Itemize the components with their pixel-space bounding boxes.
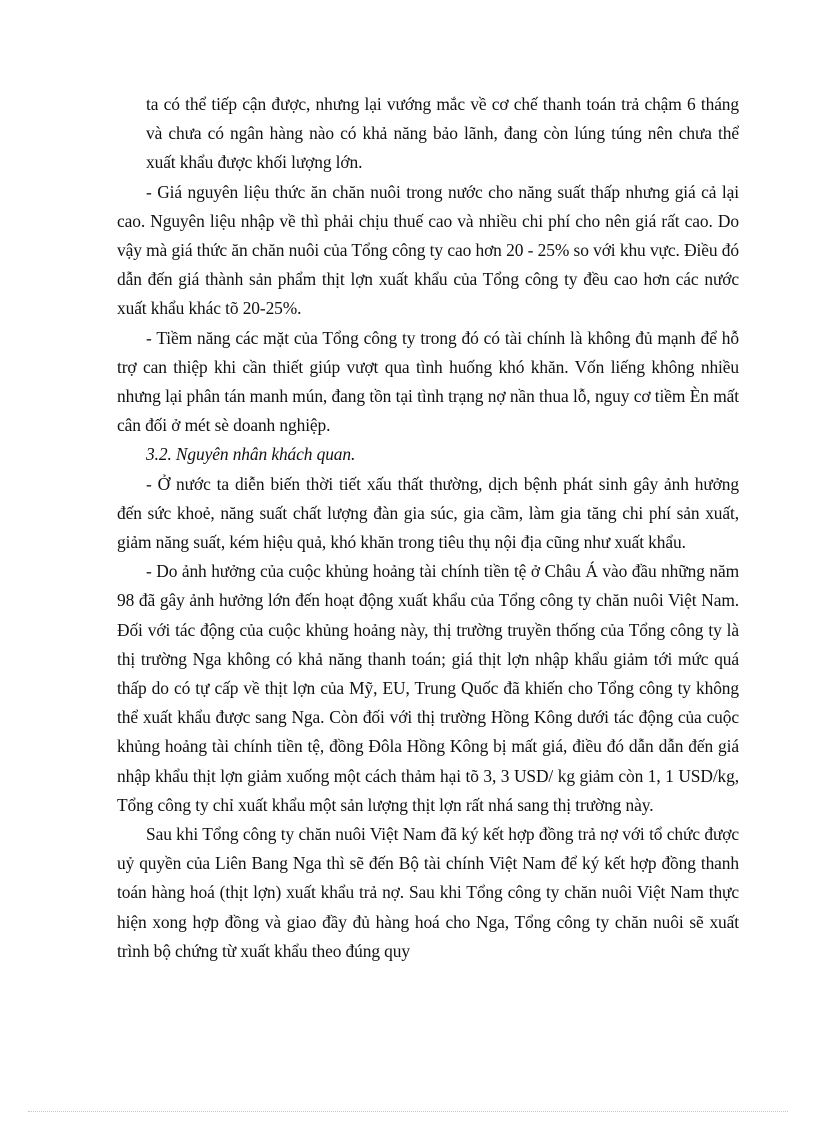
- page-body: [117, 90, 739, 966]
- paragraph-feed-cost: - Giá nguyên liệu thức ăn chăn nuôi trong nước cho năng suất thấp nhưng giá cả lại cao. Nguyên liệu nhập về thì phải chịu thuế cao và nhiều chi phí cho nên giá rất cao. Do vậy mà giá thức ăn chăn nuôi của Tổng công ty cao hơn 20 - 25% so với khu vực. Điều đó dẫn đến giá thành sản phẩm thịt lợn xuất khẩu của Tổng công ty đều cao hơn các nước xuất khẩu khác tõ 20-25%.: [117, 181, 739, 319]
- section-heading-objective-causes: 3.2. Nguyên nhân khách quan.: [146, 444, 356, 465]
- paragraph-debt-contract: Sau khi Tổng công ty chăn nuôi Việt Nam đã ký kết hợp đồng trả nợ với tổ chức được uỷ quyền của Liên Bang Nga thì sẽ đến Bộ tài chính Việt Nam để ký kết hợp đồng thanh toán hàng hoá (thịt lợn) xuất khẩu trả nợ. Sau khi Tổng công ty chăn nuôi Việt Nam thực hiện xong hợp đồng và giao đầy đủ hàng hoá cho Nga, Tổng công ty chăn nuôi sẽ xuất trình bộ chứng từ xuất khẩu theo đúng quy: [117, 824, 739, 961]
- page-bottom-divider: [28, 1111, 788, 1112]
- paragraph-asian-crisis: - Do ảnh hưởng của cuộc khủng hoảng tài chính tiền tệ ở Châu Á vào đầu những năm 98 đã gây ảnh hưởng lớn đến hoạt động xuất khẩu của Tổng công ty chăn nuôi Việt Nam. Đối với tác động của cuộc khủng hoảng này, thị trường truyền thống của Tổng công ty là thị trường Nga không có khả năng thanh toán; giá thịt lợn nhập khẩu giảm tới mức quá thấp do có tự cấp về thịt lợn của Mỹ, EU, Trung Quốc đã khiến cho Tổng công ty không thể xuất khẩu được sang Nga. Còn đối với thị trường Hồng Kông dưới tác động của cuộc khủng hoảng tài chính tiền tệ, đồng Đôla Hồng Kông bị mất giá, điều đó dẫn dẫn đến giá nhập khẩu thịt lợn giảm xuống một cách thảm hại tõ 3, 3 USD/ kg giảm còn 1, 1 USD/kg, Tổng công ty chỉ xuất khẩu một sản lượng thịt lợn rất nhá sang thị trường này.: [117, 561, 739, 815]
- paragraph-weather-disease: - Ở nước ta diễn biến thời tiết xấu thất thường, dịch bệnh phát sinh gây ảnh hưởng đến sức khoẻ, năng suất chất lượng đàn gia súc, gia cầm, làm gia tăng chi phí sản xuất, giảm năng suất, kém hiệu quả, khó khăn trong tiêu thụ nội địa cũng như xuất khẩu.: [117, 473, 739, 553]
- paragraph-continuation: ta có thể tiếp cận được, nhưng lại vướng mắc về cơ chế thanh toán trả chậm 6 tháng và chưa có ngân hàng nào có khả năng bảo lãnh, đang còn lúng túng nên chưa thể xuất khẩu được khối lượng lớn.: [146, 94, 739, 173]
- paragraph-financial-potential: - Tiềm năng các mặt của Tổng công ty trong đó có tài chính là không đủ mạnh để hỗ trợ can thiệp khi cần thiết giúp vượt qua tình huống khó khăn. Vốn liếng không nhiều nhưng lại phân tán manh mún, đang tồn tại tình trạng nợ nần thua lỗ, nguy cơ tiềm Èn mất cân đối ở mét sè doanh nghiệp.: [117, 327, 739, 436]
